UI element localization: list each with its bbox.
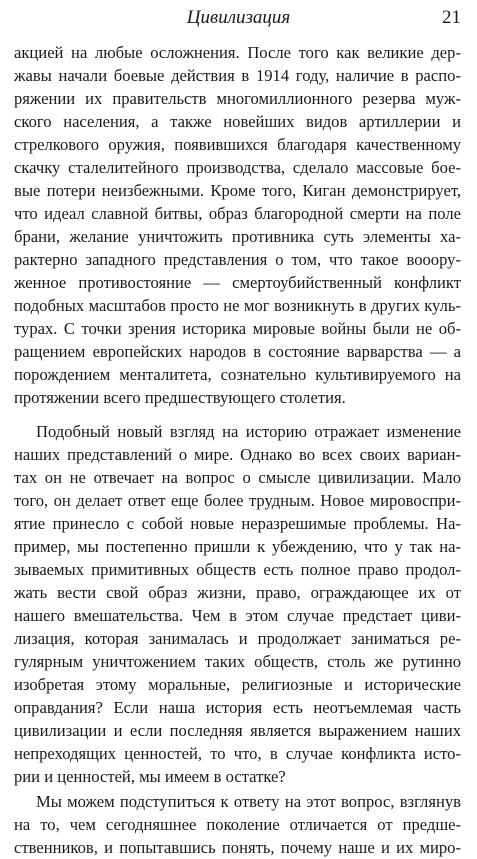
text-line: протяжении всего предшествующего столетия. (14, 388, 346, 407)
paragraph-spacer (14, 409, 461, 420)
text-line: Мы можем подступиться к ответу на этот вопрос, взглянув (36, 792, 461, 811)
text-line: турах. С точки зрения историка мировые войны были не об- (14, 319, 461, 338)
paragraph (14, 790, 461, 859)
text-line: ственников, и попытавшись понять, почему наше и их миро- (14, 838, 461, 857)
text-line: Подобный новый взгляд на историю отражает изменение (36, 422, 461, 441)
body-text (14, 41, 461, 859)
text-line: стрелкового оружия, появившихся благодаря качественному (14, 135, 461, 154)
text-line: оправдания? Если наша история есть неотъемлемая часть (14, 698, 461, 717)
text-line: скачку сталелитейного производства, сделало массовые бое- (14, 158, 461, 177)
text-line: акцией на любые осложнения. После того как великие дер- (14, 43, 461, 62)
text-line: цивилизации и если последняя является выражением наших (14, 721, 461, 740)
text-line: наших представлений о мире. Однако во всех своих вариан- (14, 445, 461, 464)
text-line: жать вести свой образ жизни, право, ограждающее их от (14, 583, 461, 602)
text-line: ятие принесло с собой новые неразрешимые проблемы. На- (14, 514, 461, 533)
text-line: ряжении их правительств многомиллионного резерва муж- (14, 89, 461, 108)
text-line: на то, чем сегодняшнее поколение отличается от предше- (14, 815, 461, 834)
text-line: жавы начали боевые действия в 1914 году, наличие в распо- (14, 66, 461, 85)
text-line: зываемых примитивных обществ есть полное право продол- (14, 560, 461, 579)
text-line: вые потери неизбежными. Кроме того, Киган демонстрирует, (14, 181, 461, 200)
paragraph (14, 420, 461, 788)
text-line: непреходящих ценностей, то что, в случае конфликта исто- (14, 744, 461, 763)
text-line: подобных масштабов просто не мог возникнуть в других куль- (14, 296, 461, 315)
text-line: что идеал славной битвы, образ благородной смерти на поле (14, 204, 461, 223)
text-line: рактерно западного представления о том, что такое вооору- (14, 250, 461, 269)
text-line: ращением европейских народов в состояние варварства — а (14, 342, 461, 361)
text-line: пример, мы постепенно пришли к убеждению, что у так на- (14, 537, 461, 556)
paragraph (14, 41, 461, 409)
text-line: рии и ценностей, мы имеем в остатке? (14, 767, 286, 786)
text-line: порождением менталитета, сознательно культивируемого на (14, 365, 461, 384)
text-line: нашего вмешательства. Чем в этом случае предстает циви- (14, 606, 461, 625)
text-line: того, он делает ответ еще более трудным. Новое мировоспри- (14, 491, 461, 510)
text-line: женное противостояние — смертоубийственный конфликт (14, 273, 461, 292)
text-line: изобретая этому моральные, религиозные и исторические (14, 675, 461, 694)
text-line: тах он не отвечает на вопрос о смысле цивилизации. Мало (14, 468, 461, 487)
running-header (14, 7, 463, 31)
header-title: Цивилизация (186, 7, 291, 28)
page-number: 21 (442, 7, 461, 28)
text-line: гулярным уничтожением таких обществ, столь же рутинно (14, 652, 461, 671)
text-line: брани, желание уничтожить противника суть элементы ха- (14, 227, 461, 246)
text-line: ского населения, а также новейших видов артиллерии и (14, 112, 461, 131)
text-line: лизация, которая занималась и продолжает заниматься ре- (14, 629, 461, 648)
